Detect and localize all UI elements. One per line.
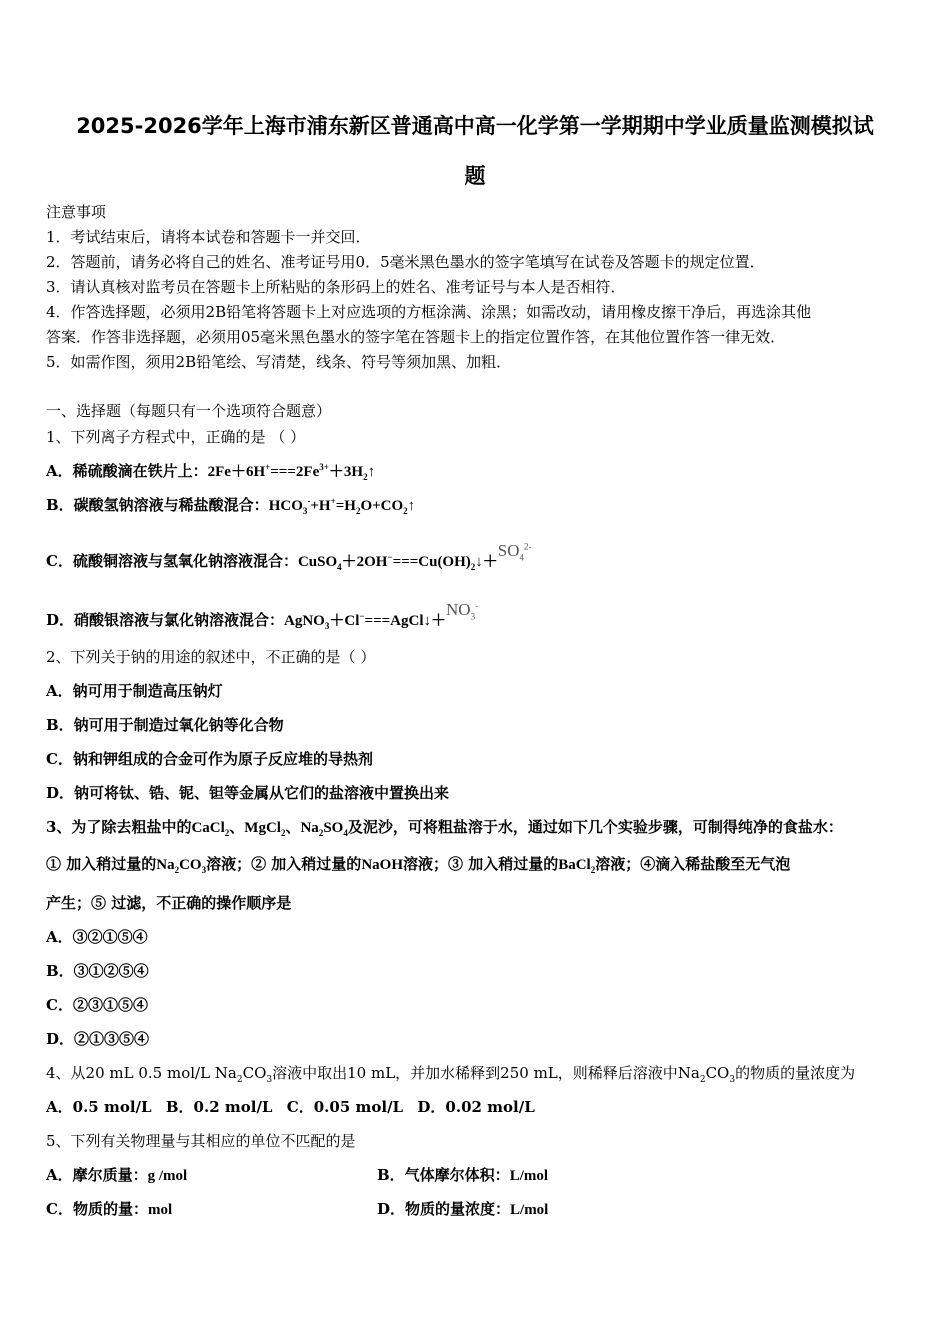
question-4-stem: 4、从20 mL 0.5 mol/L $Na_2CO_3$溶液中取出10 mL，并加水稀释到250 mL，则稀释后溶液中$Na_2CO_3$的物质的量浓度为 (46, 1064, 856, 1085)
question-5-option-d: D．物质的量浓度：L/mol (377, 1200, 549, 1218)
question-4-option-a: A．0.5 mol/L (46, 1098, 152, 1116)
question-3-stem: 3、为了除去粗盐中的CaCl$_2$、MgCl$_2$、$Na_2SO_4$及泥沙，可将粗盐溶于水，通过如下几个实验步骤，可制得纯净的食盐水： (46, 818, 843, 838)
question-4-options (46, 1097, 535, 1117)
question-2-option-d: D．钠可将钛、锆、铌、钽等金属从它们的盐溶液中置换出来 (46, 784, 450, 802)
nitrate-ion-formula: $NO_3^-$ (446, 600, 479, 622)
question-4-option-d: D．0.02 mol/L (417, 1098, 535, 1116)
notice-item: 1．考试结束后，请将本试卷和答题卡一并交回． (46, 228, 371, 246)
question-3-option-d: D．②①③⑤④ (46, 1030, 150, 1048)
notice-item: 答案．作答非选择题，必须用05毫米黑色墨水的签字笔在答题卡上的指定位置作答，在其他位置作答一律无效． (46, 328, 786, 346)
question-2-option-a: A．钠可用于制造高压钠灯 (46, 682, 223, 700)
question-3-option-c: C．②③①⑤④ (46, 996, 148, 1014)
question-3-option-b: B．③①②⑤④ (46, 962, 149, 980)
question-1-stem: 1、下列离子方程式中，正确的是 （ ） (46, 428, 306, 446)
notice-item: 2．答题前，请务必将自己的姓名、准考证号用0．5毫米黑色墨水的签字笔填写在试卷及答题卡的规定位置． (46, 253, 765, 271)
notice-item: 3．请认真核对监考员在答题卡上所粘贴的条形码上的姓名、准考证号与本人是否相符． (46, 278, 626, 296)
question-2-stem: 2、下列关于钠的用途的叙述中，不正确的是（ ） (46, 648, 376, 666)
question-3-stem-end: 产生；⑤ 过滤，不正确的操作顺序是 (46, 894, 292, 912)
question-4-option-c: C．0.05 mol/L (286, 1098, 404, 1116)
question-1-option-d: D．硝酸银溶液与氯化钠溶液混合：$AgNO_3+Cl^-===AgCl↓+NO_3^-$ (46, 600, 479, 631)
question-4-option-b: B．0.2 mol/L (165, 1098, 273, 1116)
question-1-option-a: A．稀硫酸滴在铁片上：$2Fe+6H^+===2Fe^{3+}+3H_2↑$ (46, 462, 376, 482)
notice-item: 5．如需作图，须用2B铅笔绘、写清楚，线条、符号等须加黑、加粗． (46, 353, 512, 371)
notice-heading: 注意事项 (46, 203, 107, 221)
question-2-option-b: B．钠可用于制造过氧化钠等化合物 (46, 716, 284, 734)
sulfate-ion-formula: $SO_4^{2-}$ (497, 541, 532, 563)
page-title-continued: 题 (464, 164, 486, 188)
question-5-option-a: A．摩尔质量：g /mol (46, 1166, 188, 1184)
question-5-stem: 5、下列有关物理量与其相应的单位不匹配的是 (46, 1132, 356, 1150)
notice-item: 4．作答选择题，必须用2B铅笔将答题卡上对应选项的方框涂满、涂黑；如需改动，请用橡皮擦干净后，再选涂其他 (46, 303, 812, 321)
page-title: 2025-2026学年上海市浦东新区普通高中高一化学第一学期期中学业质量监测模拟试 (76, 114, 874, 138)
question-1-option-c: C．硫酸铜溶液与氢氧化钠溶液混合：$CuSO_4+2OH^-===Cu(OH)_2↓+SO_4^{2-}$ (46, 541, 532, 572)
question-3-option-a: A．③②①⑤④ (46, 928, 148, 946)
question-5-option-b: B．气体摩尔体积：L/mol (377, 1166, 549, 1184)
question-5-option-c: C．物质的量：mol (46, 1200, 173, 1218)
question-1-option-b: B．碳酸氢钠溶液与稀盐酸混合：$HCO_3^-+H^+=H_2O+CO_2↑$ (46, 496, 416, 516)
question-2-option-c: C．钠和钾组成的合金可作为原子反应堆的导热剂 (46, 750, 373, 768)
section-heading: 一、选择题（每题只有一个选项符合题意） (46, 402, 332, 420)
question-3-steps: ① 加入稍过量的$Na_2CO_3$溶液；② 加入稍过量的NaOH溶液；③ 加入稍过量的BaCl$_2$溶液；④滴入稀盐酸至无气泡 (46, 855, 791, 875)
